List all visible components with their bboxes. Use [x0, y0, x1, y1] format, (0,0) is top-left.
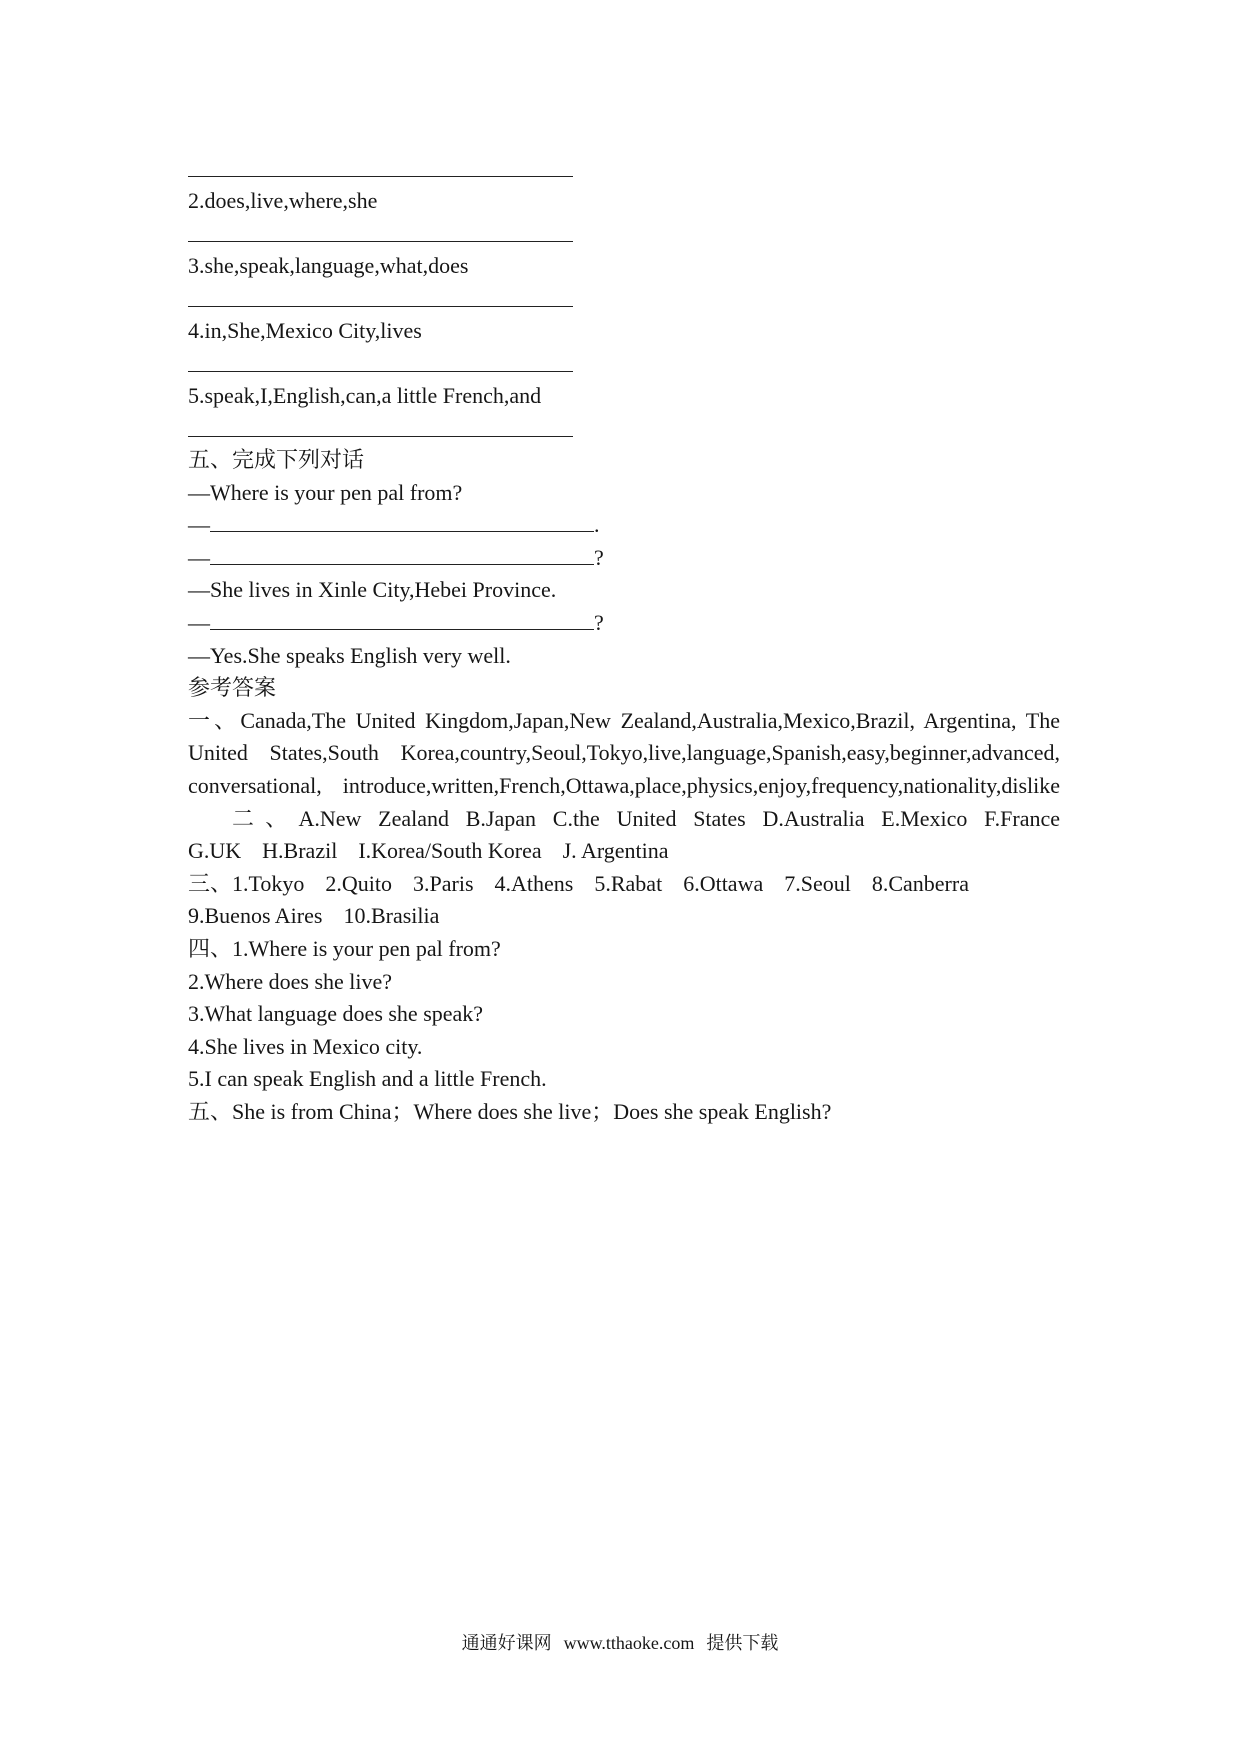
dialogue-section	[188, 444, 1060, 672]
fill-in-blank	[210, 513, 594, 532]
answer-item: J. Argentina	[562, 838, 669, 864]
answer-key-part-4-line: 4.She lives in Mexico city.	[188, 1033, 423, 1059]
answer-key-part-1-line: United States,South Korea,country,Seoul,Tokyo,live,language,Spanish,easy,beginner,advanced,	[188, 740, 1060, 766]
answer-key-part-4-line: 四、1.Where is your pen pal from?	[188, 935, 501, 961]
answer-item: 8.Canberra	[871, 870, 969, 896]
blank-end-punctuation: ?	[594, 544, 604, 570]
reorder-item: 2.does,live,where,she	[188, 188, 378, 213]
answer-key-part-3-line	[188, 868, 1060, 901]
sentence-reorder-section	[188, 176, 1060, 437]
dialogue-line: —Where is your pen pal from?	[188, 479, 463, 505]
blank-end-punctuation: .	[594, 512, 600, 538]
dialogue-dash: —	[188, 609, 210, 635]
answer-item: 9.Buenos Aires	[188, 903, 323, 929]
answer-item: I.Korea/South Korea	[358, 838, 542, 864]
footer-site-name: 通通好课网	[461, 1633, 552, 1653]
page-content	[188, 176, 1060, 1128]
answer-key-part-1-line: 一、Canada,The United Kingdom,Japan,New Zealand,Australia,Mexico,Brazil, Argentina, The	[188, 707, 1060, 733]
footer-download-note: 提供下载	[706, 1633, 779, 1653]
dialogue-blank-line	[188, 607, 1060, 640]
answer-item: 3.Paris	[413, 870, 474, 896]
dialogue-line: —She lives in Xinle City,Hebei Province.	[188, 577, 557, 603]
fill-in-blank	[210, 611, 594, 630]
answer-key-part-4-line: 5.I can speak English and a little French.	[188, 1066, 547, 1092]
answer-item: G.UK	[188, 838, 242, 864]
reorder-item: 4.in,She,Mexico City,lives	[188, 318, 422, 343]
answer-line	[188, 306, 573, 307]
answer-key-part-4-line: 2.Where does she live?	[188, 968, 393, 994]
answer-line	[188, 436, 573, 437]
answer-line	[188, 176, 573, 177]
answer-item: 6.Ottawa	[683, 870, 764, 896]
answer-item: 5.Rabat	[594, 870, 663, 896]
answer-item: 2.Quito	[325, 870, 393, 896]
answer-item: 4.Athens	[494, 870, 574, 896]
dialogue-line: —Yes.She speaks English very well.	[188, 642, 511, 668]
answer-key-section	[188, 672, 1060, 1128]
answer-item: H.Brazil	[262, 838, 338, 864]
answer-key-part-3-line	[188, 900, 1060, 933]
answer-line	[188, 241, 573, 242]
blank-end-punctuation: ?	[594, 609, 604, 635]
footer-site-url: www.tthaoke.com	[563, 1633, 695, 1653]
dialogue-dash: —	[188, 512, 210, 538]
section-heading: 五、完成下列对话	[188, 447, 365, 472]
fill-in-blank	[210, 546, 594, 565]
answer-item: 10.Brasilia	[343, 903, 440, 929]
reorder-item: 5.speak,I,English,can,a little French,and	[188, 383, 542, 408]
answer-key-part-5-line: 五、She is from China；Where does she live；Does she speak English?	[188, 1098, 832, 1124]
answer-key-part-4-line: 3.What language does she speak?	[188, 1001, 484, 1027]
answer-key-part-2-line	[188, 835, 1060, 868]
dialogue-blank-line	[188, 509, 1060, 542]
answer-item: 7.Seoul	[784, 870, 851, 896]
answer-item: 三、1.Tokyo	[188, 870, 305, 896]
answer-key-heading: 参考答案	[188, 675, 277, 701]
answer-key-part-2-line: 二、A.New Zealand B.Japan C.the United States D.Australia E.Mexico F.France	[232, 805, 1060, 831]
reorder-item: 3.she,speak,language,what,does	[188, 253, 469, 278]
answer-key-part-1-line: conversational, introduce,written,French,Ottawa,place,physics,enjoy,frequency,nationality,dislike	[188, 772, 1060, 798]
dialogue-blank-line	[188, 542, 1060, 575]
page-footer	[0, 1631, 1240, 1655]
dialogue-dash: —	[188, 544, 210, 570]
answer-line	[188, 371, 573, 372]
